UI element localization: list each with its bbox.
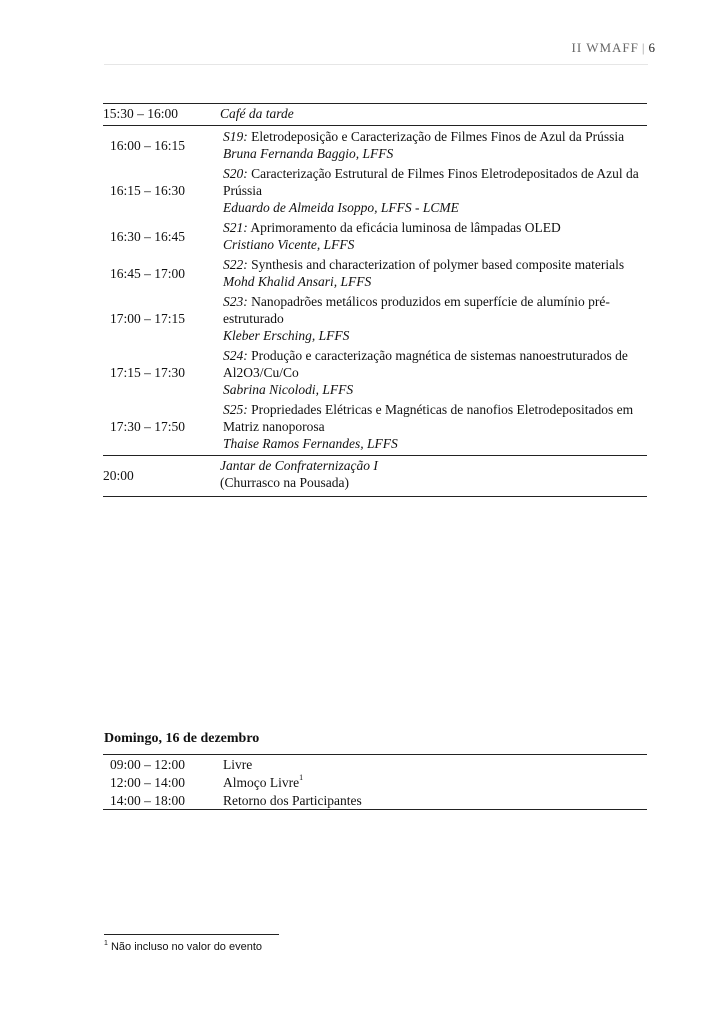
talk-code: S24: [223, 348, 248, 363]
talk-author: Mohd Khalid Ansari, LFFS [223, 274, 372, 289]
header-rule [104, 64, 648, 65]
talk-code: S19: [223, 129, 248, 144]
talk-cell [220, 256, 647, 293]
talk-title: Eletrodeposição e Caracterização de Filmes Finos de Azul da Prússia [251, 129, 625, 144]
row-time: 16:45 – 17:00 [110, 265, 186, 281]
row-time: 17:15 – 17:30 [110, 365, 186, 380]
talk-title: Nanopadrões metálicos produzidos em superfície de alumínio pré-estruturado [223, 294, 610, 326]
page-header [572, 40, 656, 56]
table-row [103, 293, 647, 347]
row-time: 17:00 – 17:15 [110, 311, 186, 326]
talk-title: Synthesis and characterization of polymer based composite materials [251, 257, 625, 272]
talk-title: Propriedades Elétricas e Magnéticas de nanofios Eletrodepositados em Matriz nanoporosa [223, 402, 634, 434]
talk-title: Caracterização Estrutural de Filmes Finos Eletrodepositados de Azul da Prússia [223, 166, 639, 198]
talk-cell [220, 219, 647, 256]
footnote-text: Não incluso no valor do evento [110, 941, 263, 953]
row-time: 16:30 – 16:45 [110, 228, 186, 244]
table-row [103, 791, 647, 810]
row-activity: Livre [223, 756, 253, 772]
table-row [103, 165, 647, 219]
footnote-reference[interactable]: 1 [299, 773, 304, 782]
talk-code: S25: [223, 402, 248, 417]
row-time: 12:00 – 14:00 [110, 774, 186, 790]
row-activity-cell [220, 773, 647, 791]
row-time: 14:00 – 18:00 [110, 792, 186, 808]
row-time: 16:15 – 16:30 [110, 183, 186, 198]
table-row [103, 755, 647, 774]
table-row [103, 104, 647, 126]
table-row [103, 347, 647, 401]
talk-cell [220, 165, 647, 219]
row-activity: Almoço Livre [223, 774, 300, 790]
row-activity: Retorno dos Participantes [223, 792, 362, 808]
table-row [103, 773, 647, 791]
row-activity: Café da tarde [220, 104, 647, 126]
footnote-marker: 1 [104, 940, 108, 948]
sunday-heading: Domingo, 16 de dezembro [104, 731, 260, 746]
talk-cell [220, 347, 647, 401]
talk-author: Kleber Ersching, LFFS [223, 328, 350, 343]
footnote [104, 941, 262, 953]
header-title: II WMAFF [571, 40, 639, 55]
talk-author: Bruna Fernanda Baggio, LFFS [223, 146, 394, 161]
dinner-subtitle: (Churrasco na Pousada) [220, 475, 349, 490]
sunday-schedule-table [103, 754, 647, 810]
row-time: 15:30 – 16:00 [103, 104, 220, 126]
talk-title: Aprimoramento da eficácia luminosa de lâmpadas OLED [250, 220, 561, 235]
row-time: 16:00 – 16:15 [103, 126, 220, 166]
saturday-schedule-table [103, 103, 647, 497]
table-row [103, 126, 647, 166]
talk-code: S20: [223, 166, 248, 181]
talk-code: S22: [223, 257, 248, 272]
row-time: 17:30 – 17:50 [110, 419, 186, 434]
talk-code: S21: [223, 220, 248, 235]
talk-author: Thaise Ramos Fernandes, LFFS [223, 436, 398, 451]
table-row [103, 401, 647, 456]
row-time: 20:00 [103, 456, 220, 497]
talk-cell [220, 293, 647, 347]
header-separator: | [641, 40, 646, 55]
talk-cell [220, 126, 647, 166]
table-row [103, 456, 647, 497]
page-number: 6 [648, 40, 656, 55]
talk-title: Produção e caracterização magnética de sistemas nanoestruturados de Al2O3/Cu/Co [223, 348, 628, 380]
dinner-title: Jantar de Confraternização I [220, 458, 378, 473]
talk-cell [220, 401, 647, 456]
talk-code: S23: [223, 294, 248, 309]
table-row [103, 256, 647, 293]
talk-author: Sabrina Nicolodi, LFFS [223, 382, 354, 397]
table-row [103, 219, 647, 256]
footnote-rule [104, 934, 279, 935]
talk-author: Cristiano Vicente, LFFS [223, 237, 355, 252]
dinner-cell [220, 456, 647, 497]
talk-author: Eduardo de Almeida Isoppo, LFFS - LCME [223, 200, 459, 215]
row-time: 09:00 – 12:00 [110, 756, 186, 772]
